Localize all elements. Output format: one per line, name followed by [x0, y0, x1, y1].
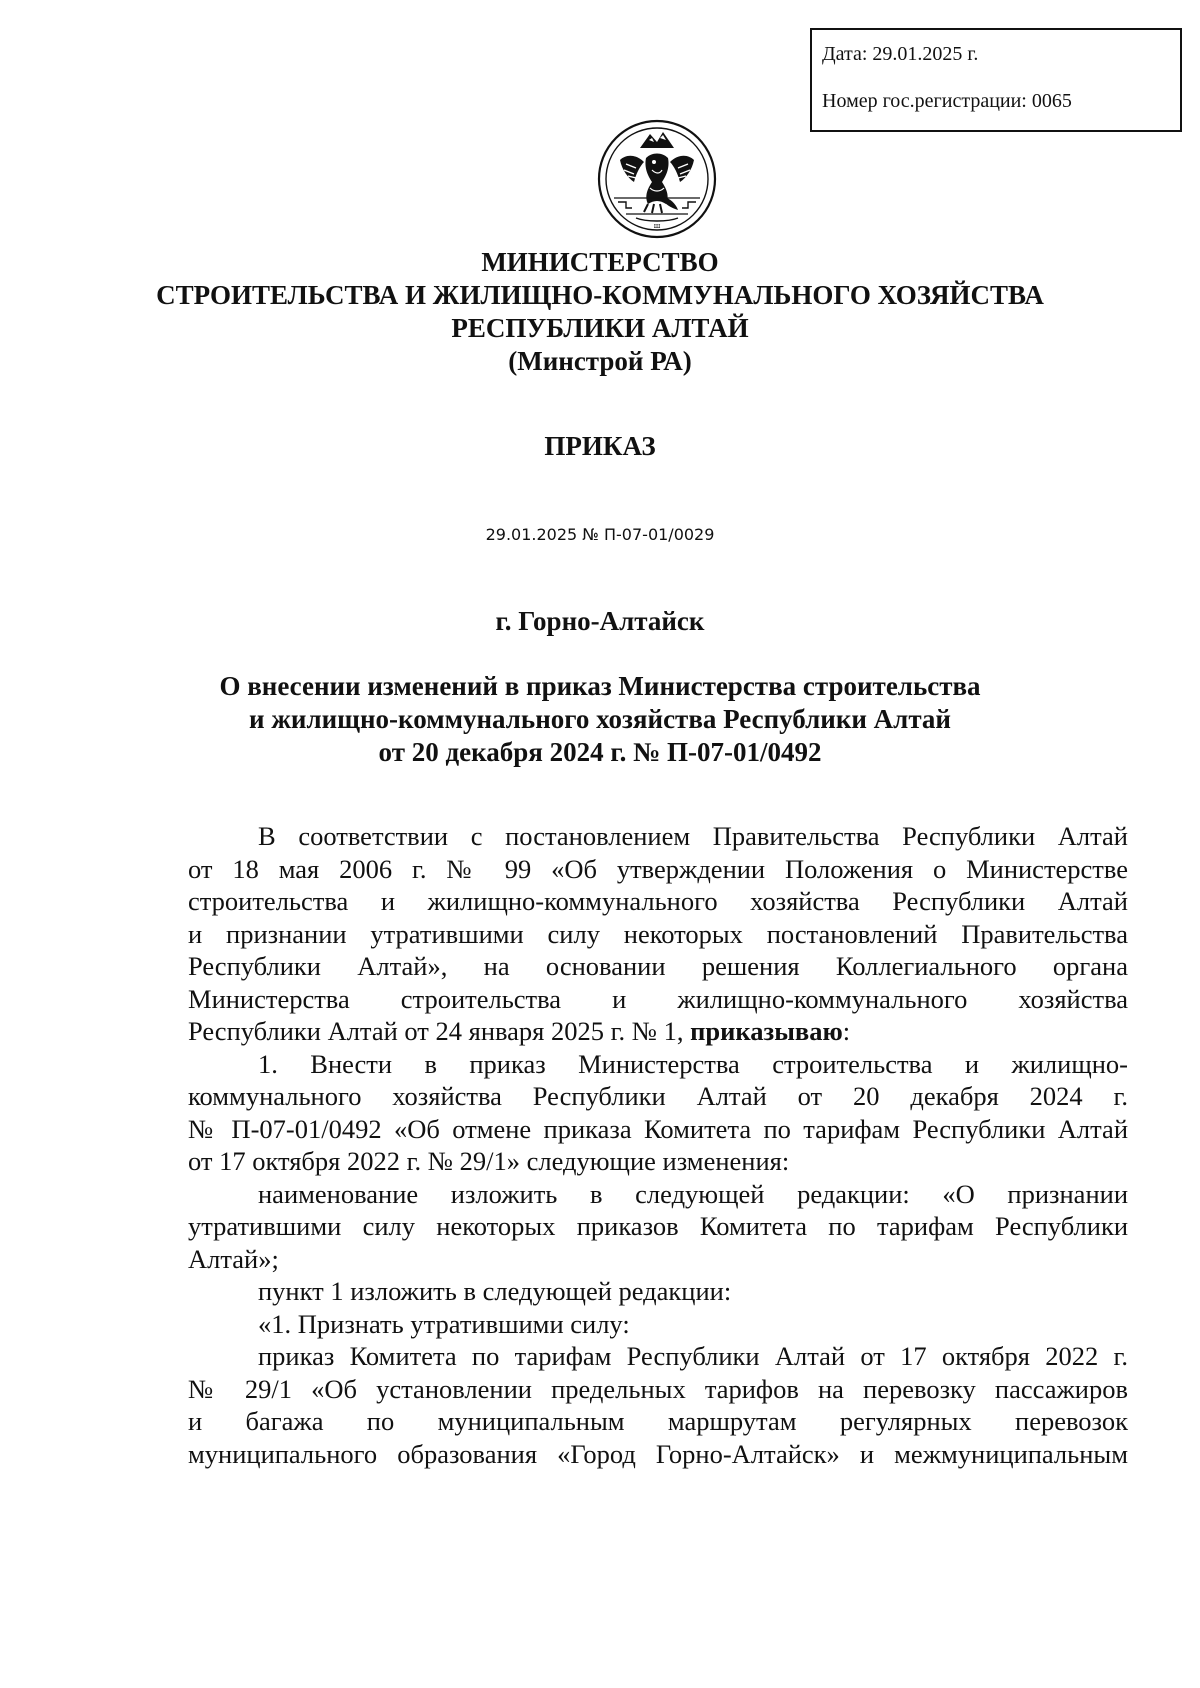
body-line: В соответствии с постановлением Правительства Республики Алтай [258, 821, 1128, 851]
order-subject-line3: от 20 декабря 2024 г. № П-07-01/0492 [378, 737, 822, 767]
ministry-header-line3: РЕСПУБЛИКИ АЛТАЙ [451, 313, 749, 343]
order-title: ПРИКАЗ [544, 431, 656, 461]
body-line: № 29/1 «Об установлении предельных тарифов на перевозку пассажиров [188, 1373, 1128, 1404]
body-line: Алтай»; [188, 1243, 279, 1274]
ministry-header-line1: МИНИСТЕРСТВО [481, 247, 719, 277]
body-line: муниципального образования «Город Горно-Алтайск» и межмуниципальным [188, 1438, 1128, 1469]
registration-date: Дата: 29.01.2025 г. [822, 43, 979, 65]
body-line: и багажа по муниципальным маршрутам регулярных перевозок [188, 1406, 1128, 1436]
svg-text:ш: ш [653, 222, 661, 230]
order-number: 29.01.2025 № П-07-01/0029 [485, 525, 715, 544]
body-line: коммунального хозяйства Республики Алтай от 20 декабря 2024 г. [188, 1081, 1128, 1111]
ministry-header-line2: СТРОИТЕЛЬСТВА И ЖИЛИЩНО-КОММУНАЛЬНОГО ХОЗЯЙСТВА [156, 280, 1044, 310]
body-line: наименование изложить в следующей редакции: «О признании [258, 1178, 1128, 1209]
body-line: Республики Алтай от 24 января 2025 г. № 1, [188, 1016, 684, 1046]
order-subject-line1: О внесении изменений в приказ Министерства строительства [219, 671, 981, 701]
body-line: приказ Комитета по тарифам Республики Алтай от 17 октября 2022 г. [258, 1341, 1128, 1371]
registration-number: Номер гос.регистрации: 0065 [822, 90, 1072, 112]
body-line: от 18 мая 2006 г. № 99 «Об утверждении Положения о Министерстве [188, 853, 1128, 884]
ministry-header-line4: (Минстрой РА) [508, 346, 692, 376]
body-line: и признании утратившими силу некоторых постановлений Правительства [188, 918, 1128, 949]
order-city: г. Горно-Алтайск [495, 606, 705, 636]
body-line: от 17 октября 2022 г. № 29/1» следующие изменения: [188, 1146, 790, 1176]
body-line: Республики Алтай», на основании решения Коллегиального органа [188, 951, 1128, 981]
body-line: строительства и жилищно-коммунального хозяйства Республики Алтай [188, 886, 1128, 916]
order-subject-line2: и жилищно-коммунального хозяйства Республики Алтай [249, 704, 951, 734]
body-line: «1. Признать утратившими силу: [258, 1308, 630, 1339]
body-line: № П-07-01/0492 «Об отмене приказа Комитета по тарифам Республики Алтай [188, 1113, 1128, 1144]
body-line: Министерства строительства и жилищно-коммунального хозяйства [188, 983, 1128, 1014]
body-line: 1. Внести в приказ Министерства строительства и жилищно- [258, 1048, 1128, 1079]
order-subject [0, 670, 1200, 769]
ministry-header [0, 246, 1200, 378]
republic-altai-coat-of-arms-icon [596, 118, 718, 240]
body-line: пункт 1 изложить в следующей редакции: [258, 1276, 732, 1306]
body-line: утратившими силу некоторых приказов Комитета по тарифам Республики [188, 1211, 1128, 1241]
order-body [188, 820, 1128, 1470]
body-line-with-order-verb [188, 1015, 1128, 1048]
order-verb: приказываю [690, 1016, 843, 1046]
order-verb-colon: : [842, 1016, 851, 1046]
registration-stamp-box [810, 28, 1182, 132]
